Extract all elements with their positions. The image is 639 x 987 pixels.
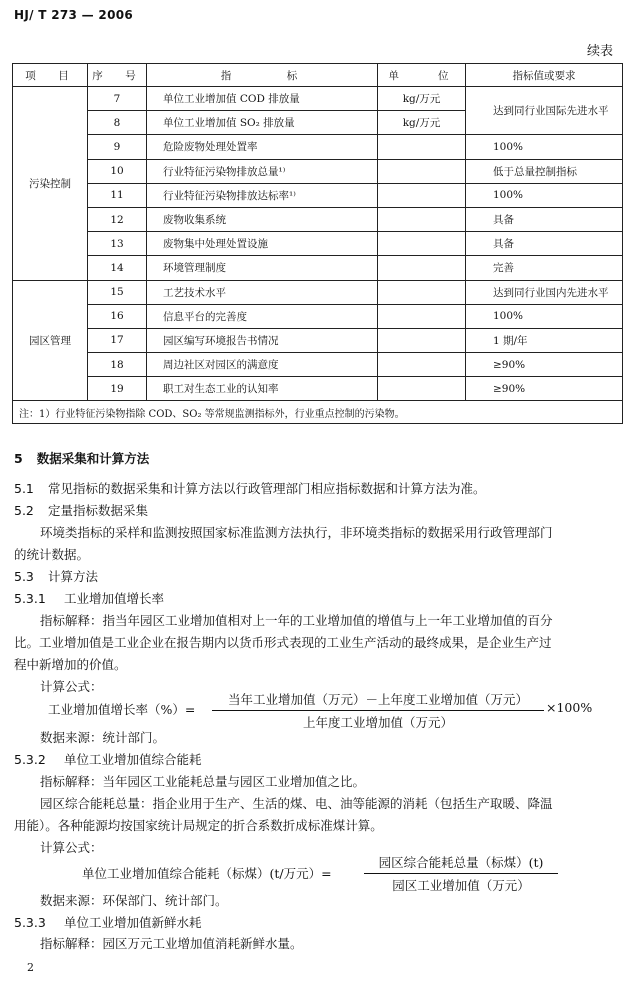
- row-value: 1 期/年: [466, 328, 623, 352]
- row-number: 14: [88, 256, 147, 280]
- formula-label: 计算公式：: [40, 679, 103, 694]
- row-indicator: 环境管理制度: [147, 256, 378, 280]
- row-indicator: 单位工业增加值 SO₂ 排放量: [147, 111, 378, 135]
- clause-number: 5.3.1: [14, 591, 46, 606]
- row-value: 低于总量控制指标: [466, 159, 623, 183]
- clause-title: 单位工业增加值综合能耗: [64, 752, 202, 767]
- clause-number: 5.3.2: [14, 752, 46, 767]
- table-row: [13, 87, 623, 111]
- row-value: ≥90%: [466, 377, 623, 401]
- row-value: 100%: [466, 304, 623, 328]
- paragraph: 程中新增加的价值。: [14, 657, 127, 672]
- row-indicator: 行业特征污染物排放总量¹⁾: [147, 159, 378, 183]
- row-unit: [378, 232, 466, 256]
- row-unit: kg/万元: [378, 111, 466, 135]
- continued-label: 续表: [586, 44, 613, 59]
- row-number: 12: [88, 207, 147, 231]
- row-value: 100%: [466, 135, 623, 159]
- clause-number: 5.3.3: [14, 915, 46, 930]
- row-number: 19: [88, 377, 147, 401]
- row-number: 18: [88, 353, 147, 377]
- clause-5-2: [14, 500, 148, 522]
- row-indicator: 工艺技术水平: [147, 280, 378, 304]
- table-row: [13, 328, 623, 352]
- row-value: 具备: [466, 207, 623, 231]
- clause-number: 5.2: [14, 503, 34, 518]
- paragraph: 指标解释：当年园区工业能耗总量与园区工业增加值之比。: [40, 774, 366, 789]
- clause-5-3-2: [14, 749, 202, 771]
- paragraph: 用能）。各种能源均按国家统计局规定的折合系数折成标准煤计算。: [14, 818, 383, 833]
- formula-1-fraction: [212, 690, 544, 731]
- row-value: 完善: [466, 256, 623, 280]
- header-indicator: 指 标: [147, 64, 378, 87]
- table-row: [13, 304, 623, 328]
- row-number: 11: [88, 183, 147, 207]
- row-number: 8: [88, 111, 147, 135]
- formula-1-tail: ×100%: [546, 700, 593, 715]
- clause-5-3-3: [14, 912, 202, 934]
- row-unit: [378, 207, 466, 231]
- row-unit: [378, 304, 466, 328]
- header-category: 项 目: [13, 64, 88, 87]
- table-row: [13, 232, 623, 256]
- row-number: 16: [88, 304, 147, 328]
- row-number: 10: [88, 159, 147, 183]
- row-indicator: 信息平台的完善度: [147, 304, 378, 328]
- indicator-table: [12, 63, 623, 424]
- row-unit: [378, 256, 466, 280]
- data-source: 数据来源：统计部门。: [40, 730, 166, 745]
- section-5-heading: [14, 449, 149, 467]
- row-indicator: 危险废物处理处置率: [147, 135, 378, 159]
- paragraph: 指标解释：园区万元工业增加值消耗新鲜水量。: [40, 936, 303, 951]
- paragraph: 环境类指标的采样和监测按照国家标准监测方法执行，非环境类指标的数据采用行政管理部门: [40, 525, 553, 540]
- standard-code: HJ/ T 273 — 2006: [14, 8, 134, 22]
- clause-title: 工业增加值增长率: [64, 591, 165, 606]
- table-row: [13, 280, 623, 304]
- row-indicator: 职工对生态工业的认知率: [147, 377, 378, 401]
- row-unit: [378, 353, 466, 377]
- row-value: 具备: [466, 232, 623, 256]
- row-indicator: 行业特征污染物排放达标率¹⁾: [147, 183, 378, 207]
- category-cell: 园区管理: [13, 280, 88, 401]
- formula-2-denominator: 园区工业增加值（万元）: [392, 878, 530, 893]
- formula-label: 计算公式：: [40, 840, 103, 855]
- formula-1-lhs: 工业增加值增长率（%）=: [48, 702, 196, 717]
- clause-5-1: [14, 478, 486, 500]
- row-value: 达到同行业国内先进水平: [466, 280, 623, 304]
- header-number: 序 号: [88, 64, 147, 87]
- formula-2-lhs: 单位工业增加值综合能耗（标煤）(t/万元）=: [82, 866, 332, 881]
- row-indicator: 单位工业增加值 COD 排放量: [147, 87, 378, 111]
- row-unit: [378, 280, 466, 304]
- row-indicator: 园区编写环境报告书情况: [147, 328, 378, 352]
- row-indicator: 周边社区对园区的满意度: [147, 353, 378, 377]
- clause-title: 定量指标数据采集: [48, 503, 149, 518]
- table-row: [13, 256, 623, 280]
- row-unit: [378, 135, 466, 159]
- table-note: 注：1）行业特征污染物指除 COD、SO₂ 等常规监测指标外，行业重点控制的污染物。: [13, 401, 623, 424]
- paragraph: 的统计数据。: [14, 547, 90, 562]
- formula-2-numerator: 园区综合能耗总量（标煤）(t): [378, 855, 544, 870]
- table-row: [13, 183, 623, 207]
- data-source: 数据来源：环保部门、统计部门。: [40, 893, 228, 908]
- row-number: 17: [88, 328, 147, 352]
- row-indicator: 废物集中处理处置设施: [147, 232, 378, 256]
- page-number: 2: [27, 961, 34, 974]
- section-number: 5: [14, 451, 23, 466]
- formula-1-denominator: 上年度工业增加值（万元）: [302, 715, 453, 730]
- row-unit: [378, 159, 466, 183]
- table-note-row: [13, 401, 623, 424]
- section-title: 数据采集和计算方法: [36, 451, 150, 466]
- header-value: 指标值或要求: [466, 64, 623, 87]
- formula-2-fraction: [364, 853, 558, 894]
- clause-5-3: [14, 566, 98, 588]
- table-header-row: [13, 64, 623, 87]
- formula-1-numerator: 当年工业增加值（万元）－上年度工业增加值（万元）: [227, 692, 528, 707]
- row-value: ≥90%: [466, 353, 623, 377]
- table-row: [13, 159, 623, 183]
- clause-title: 计算方法: [48, 569, 99, 584]
- table-row: [13, 207, 623, 231]
- row-number: 15: [88, 280, 147, 304]
- clause-text: 常见指标的数据采集和计算方法以行政管理部门相应指标数据和计算方法为准。: [48, 481, 486, 496]
- clause-number: 5.1: [14, 481, 34, 496]
- paragraph: 指标解释：指当年园区工业增加值相对上一年的工业增加值的增值与上一年工业增加值的百分: [40, 613, 553, 628]
- row-value: 达到同行业国际先进水平: [466, 87, 623, 135]
- table-row: [13, 135, 623, 159]
- header-unit: 单 位: [378, 64, 466, 87]
- row-unit: [378, 328, 466, 352]
- row-number: 13: [88, 232, 147, 256]
- table-row: [13, 377, 623, 401]
- row-number: 9: [88, 135, 147, 159]
- row-value: 100%: [466, 183, 623, 207]
- clause-number: 5.3: [14, 569, 34, 584]
- category-cell: 污染控制: [13, 87, 88, 281]
- row-unit: [378, 377, 466, 401]
- table-row: [13, 353, 623, 377]
- clause-5-3-1: [14, 588, 164, 610]
- paragraph: 园区综合能耗总量：指企业用于生产、生活的煤、电、油等能源的消耗（包括生产取暖、降温: [40, 796, 553, 811]
- row-indicator: 废物收集系统: [147, 207, 378, 231]
- row-unit: [378, 183, 466, 207]
- fraction-bar: [364, 873, 558, 874]
- fraction-bar: [212, 710, 544, 711]
- row-number: 7: [88, 87, 147, 111]
- row-unit: kg/万元: [378, 87, 466, 111]
- paragraph: 比。工业增加值是工业企业在报告期内以货币形式表现的工业生产活动的最终成果，是企业生产过: [14, 635, 552, 650]
- clause-title: 单位工业增加值新鲜水耗: [64, 915, 202, 930]
